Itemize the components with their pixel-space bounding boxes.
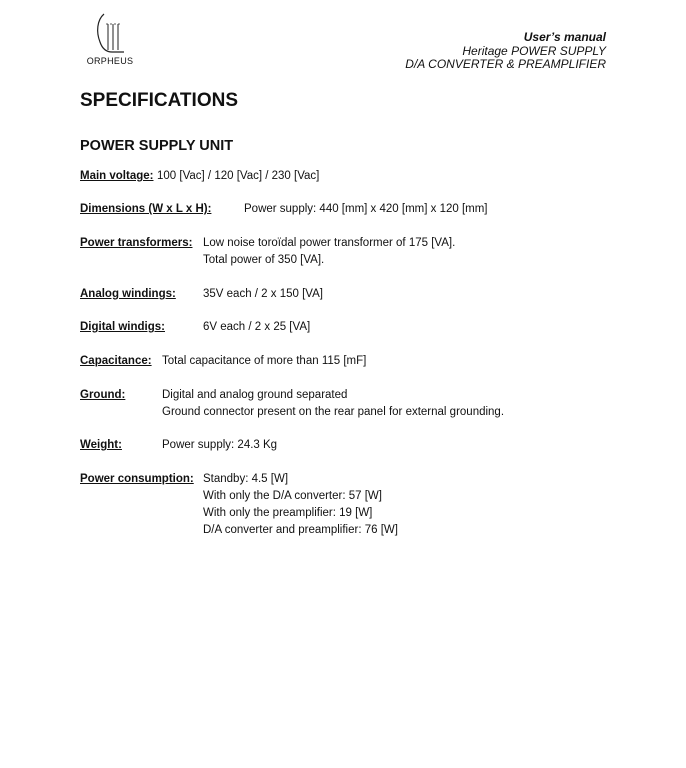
header-product: Heritage POWER SUPPLY [462,43,606,58]
spec-value: Power supply: 24.3 Kg [162,439,278,451]
spec-value: 100 [Vac] / 120 [Vac] / 230 [Vac] [157,170,320,182]
header-manual: User’s manual [523,30,606,44]
spec-label: Main voltage: [80,170,154,182]
spec-value: Digital and analog ground separated [162,389,348,401]
header-subtitle: D/A CONVERTER & PREAMPLIFIER [405,57,606,71]
spec-label: Digital windigs: [80,321,165,333]
spec-value: Power supply: 440 [mm] x 420 [mm] x 120 [mm] [244,203,488,215]
spec-value: Total power of 350 [VA]. [203,254,325,266]
spec-label: Power transformers: [80,237,193,249]
page-title: SPECIFICATIONS [80,90,238,111]
spec-label: Analog windings: [80,288,176,300]
lyre-icon [92,12,128,56]
spec-value: With only the preamplifier: 19 [W] [203,507,373,519]
spec-value: Low noise toroïdal power transformer of 175 [VA]. [203,237,456,249]
spec-label: Dimensions (W x L x H): [80,203,212,215]
spec-value: 6V each / 2 x 25 [VA] [203,321,311,333]
spec-value: Total capacitance of more than 115 [mF] [162,355,367,367]
logo-brand-text: ORPHEUS [86,56,134,66]
spec-value: Standby: 4.5 [W] [203,473,289,485]
section-title: POWER SUPPLY UNIT [80,138,234,154]
spec-label: Ground: [80,389,126,401]
spec-value: D/A converter and preamplifier: 76 [W] [203,524,398,536]
spec-value: With only the D/A converter: 57 [W] [203,490,382,502]
orpheus-logo [80,12,140,68]
spec-label: Weight: [80,439,122,451]
spec-value: 35V each / 2 x 150 [VA] [203,288,323,300]
spec-value: Ground connector present on the rear panel for external grounding. [162,406,505,418]
document-header [405,31,606,72]
spec-label: Capacitance: [80,355,152,367]
spec-label: Power consumption: [80,473,194,485]
